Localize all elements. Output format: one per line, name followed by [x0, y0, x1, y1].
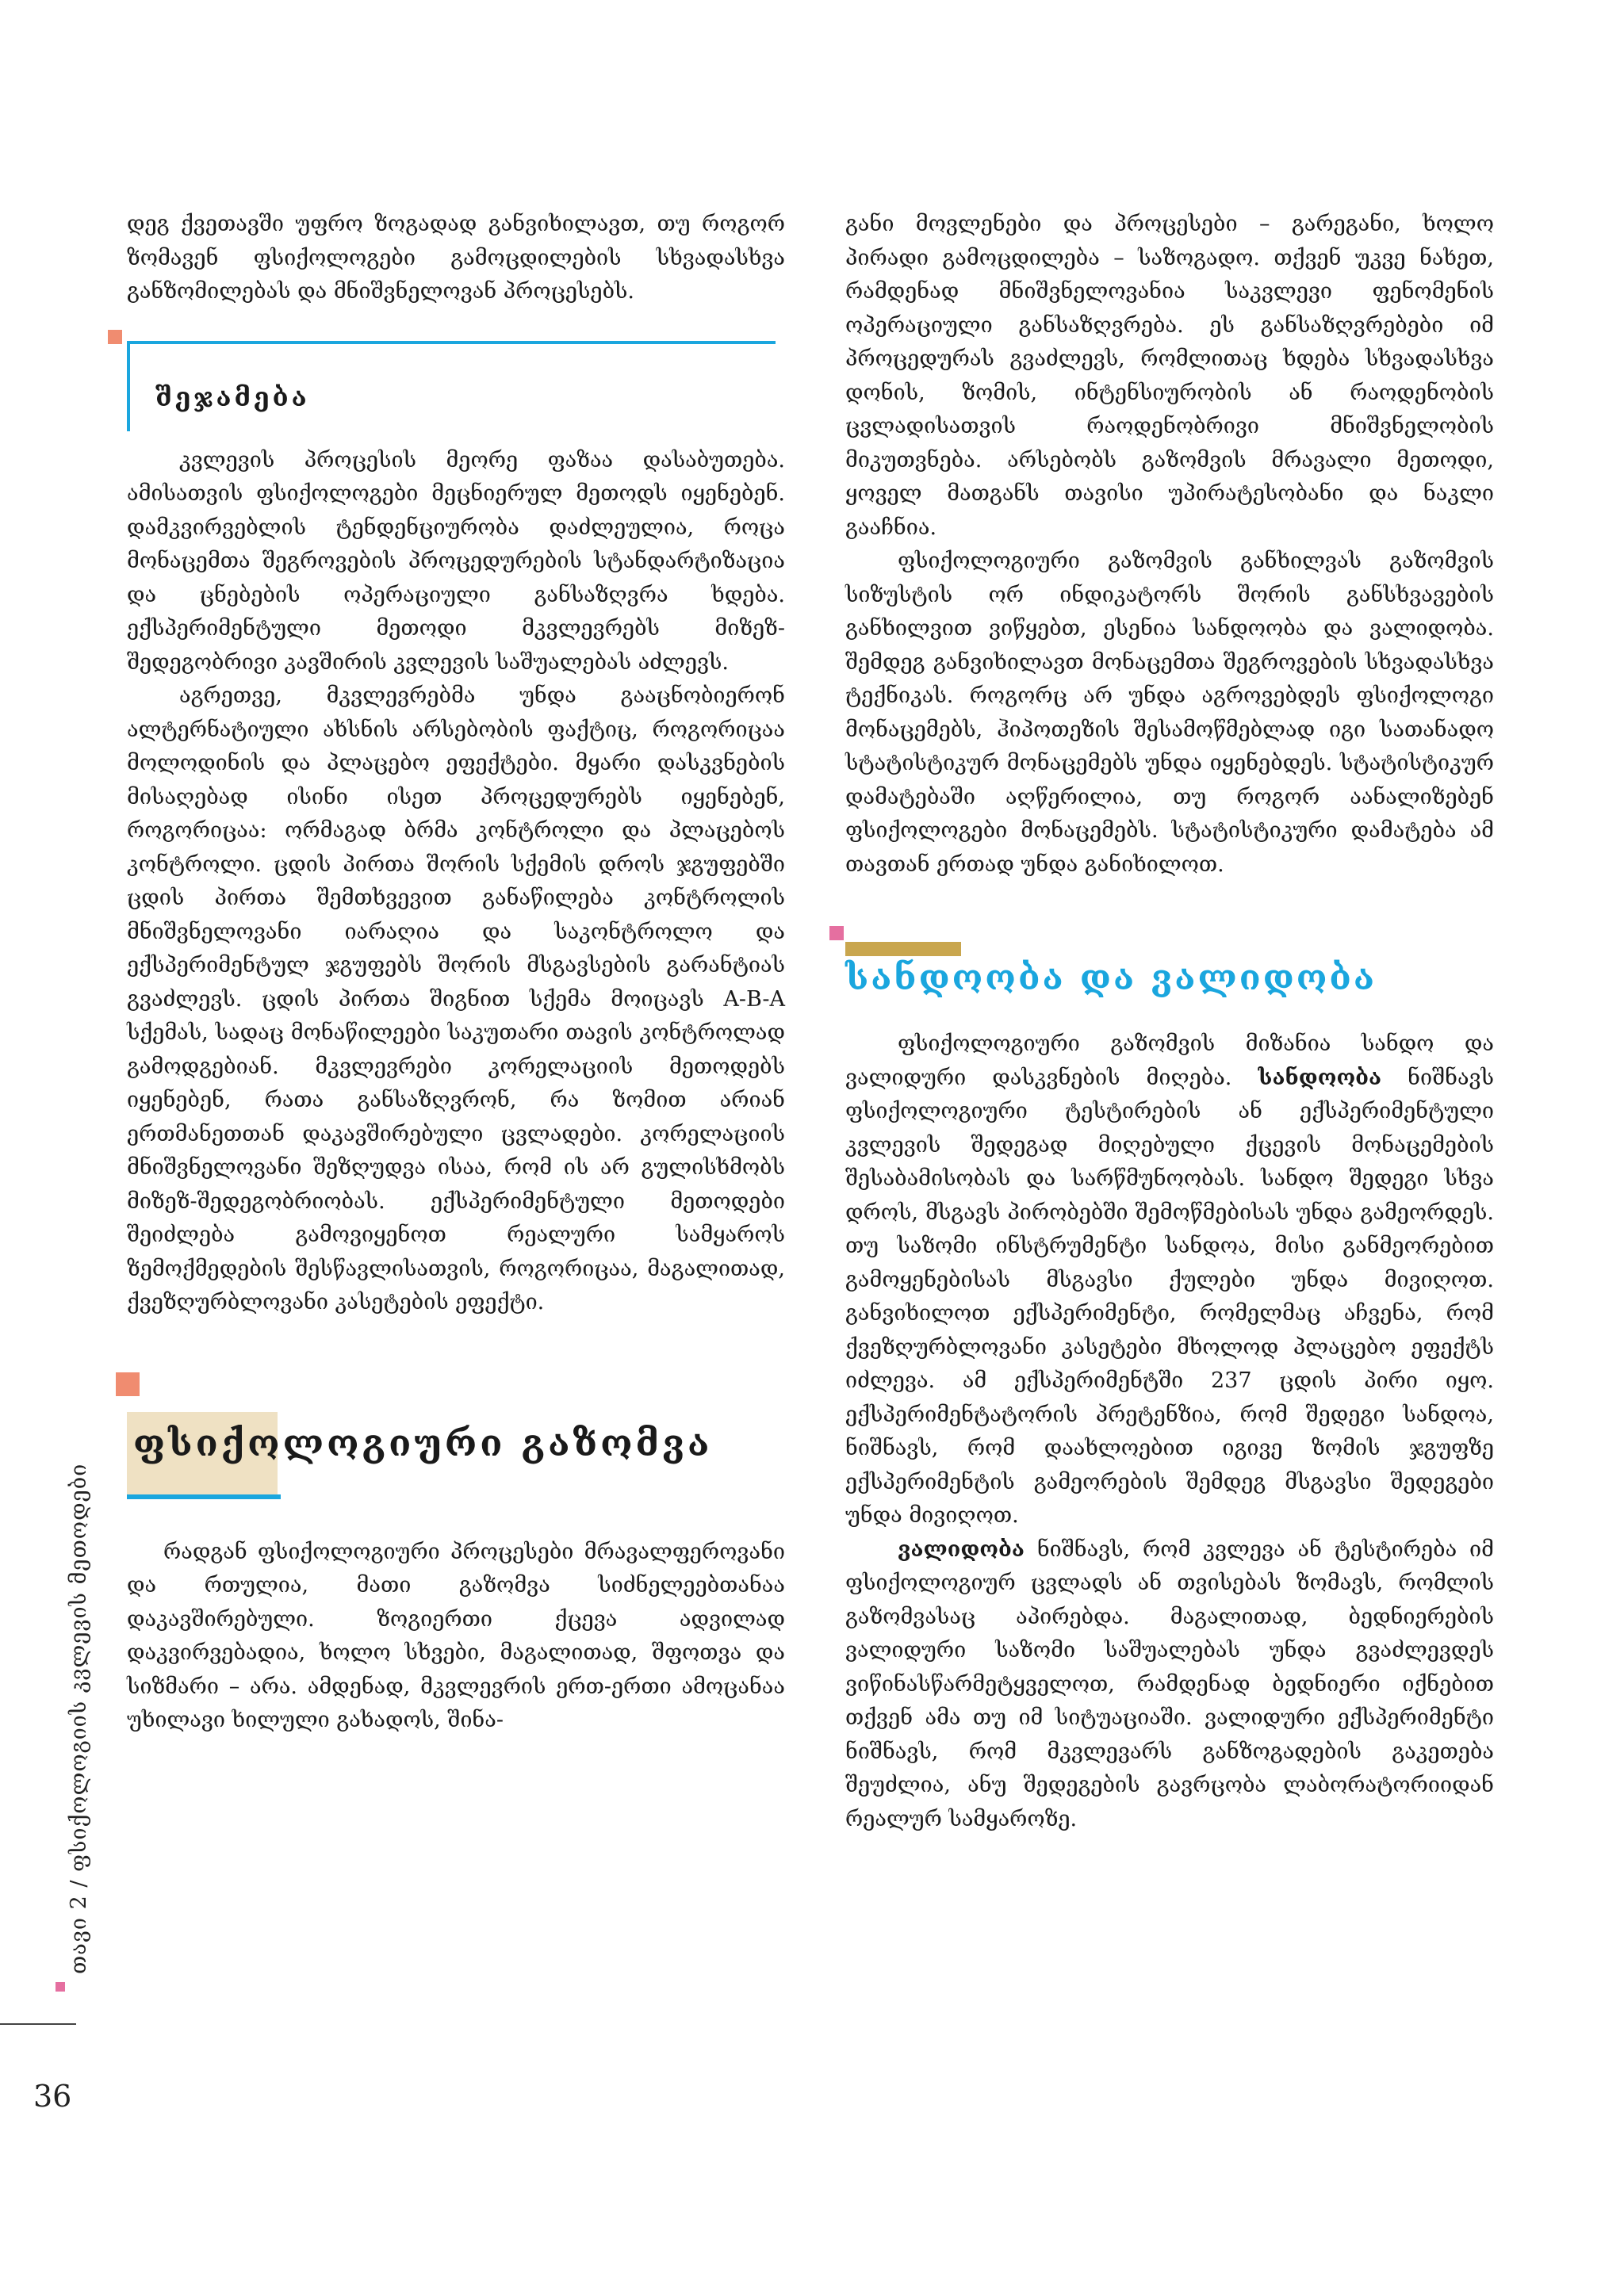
right-column: [845, 208, 1494, 1836]
section-title: სანდოობა და ვალიდობა: [845, 958, 1377, 998]
term-reliability: სანდოობა: [1258, 1065, 1382, 1090]
paragraph-text: ფსიქოლოგიური გაზომვის მიზანია სანდო და ვალიდური დასკვნების მიღება.: [845, 1031, 1494, 1090]
right-paragraph-2: ფსიქოლოგიური გაზომვის განხილვას გაზომვის სიზუსტის ორ ინდიკატორს შორის განსხვავების განხილვით ვიწყებთ, ესენია სანდოობა და ვალიდობა. შემდეგ განვიხილავთ მონაცემთა შეგროვების სხვადასხვა ტექნიკას. როგორც არ უნდა აგროვებდეს ფსიქოლოგი მონაცემებს, ჰიპოთეზის შესამოწმებლად იგი სათანადო სტატისტიკურ მონაცემებს უნდა იყენებდეს. სტატისტიკურ დამატებაში აღწერილია, თუ როგორ აანალიზებენ ფსიქოლოგები მონაცემებს. სტატისტიკური დამატება ამ თავთან ერთად უნდა განიხილოთ.: [845, 549, 1494, 877]
summary-side-rule: [127, 341, 130, 431]
heading-marker-square: [829, 926, 844, 940]
summary-heading: შეჯამება: [155, 381, 310, 412]
paragraph-text: ნიშნავს, რომ კვლევა ან ტესტირება იმ ფსიქოლოგიურ ცვლადს ან თვისებას ზომავს, რომლის გაზომვასაც აპირებდა. მაგალითად, ბედნიერების ვალიდური საზომი საშუალებას უნდა გვაძლევდეს ვიწინასწარმეტყველოთ, რამდენად ბედნიერი იქნებით თქვენ ამა თუ იმ სიტუაციაში. ვალიდური ექსპერიმენტი ნიშნავს, რომ მკვლევარს განზოგადების გაკეთება შეუძლია, ანუ შედეგების გავრცობა ლაბორატორიიდან რეალურ სამყაროზე.: [845, 1536, 1494, 1831]
section-heading-measurement: [127, 1372, 785, 1507]
summary-top-rule: [127, 341, 776, 344]
summary-box: [127, 341, 785, 444]
margin-rule: [0, 2023, 76, 2025]
paragraph-text: ნიშნავს ფსიქოლოგიური ტესტირების ან ექსპერიმენტული კვლევის შედეგად მიღებული ქცევის მონაცემების შესაბამისობას და სარწმუნოობას. სანდო შედეგი სხვა დროს, მსგავს პირობებში შემოწმებისას უნდა გამეორდეს. თუ საზომი ინსტრუმენტი სანდოა, მისი განმეორებით გამოყენებისას მსგავსი ქულები უნდა მივიღოთ. განვიხილოთ ექსპერიმენტი, რომელმაც აჩვენა, რომ ქვეზღურბლოვანი კასეტები მხოლოდ პლაცებო ეფექტს იძლევა. ამ ექსპერიმენტში 237 ცდის პირი იყო. ექსპერიმენტატორის პრეტენზია, რომ შედეგი სანდოა, ნიშნავს, რომ დაახლოებით იგივე ზომის ჯგუფზე ექსპერიმენტის გამეორების შემდეგ მსგავსი შედეგები უნდა მივიღოთ.: [845, 1065, 1494, 1528]
right-paragraph-1: განი მოვლენები და პროცესები – გარეგანი, ხოლო პირადი გამოცდილება – საზოგადო. თქვენ უკვე ნახეთ, რამდენად მნიშვნელოვანია საკვლევი ფენომენის ოპერაციული განსაზღვრება. ეს განსაზღვრებები იმ პროცედურას გვაძლევს, რომლითაც ხდება სხვადასხვა დონის, ზომის, ინტენსიურობის ან რაოდენობის ცვლადისათვის რაოდენობრივი მნიშვნელობის მიკუთვნება. არსებობს გაზომვის მრავალი მეთოდი, ყოველ მათგანს თავისი უპირატესობანი და ნაკლი გააჩნია.: [845, 212, 1494, 540]
intro-paragraph: დეგ ქვეთავში უფრო ზოგადად განვიხილავთ, თუ როგორ ზომავენ ფსიქოლოგები გამოცდილების სხვადასხვა განზომილებას და მნიშვნელოვან პროცესებს.: [127, 212, 785, 304]
heading-marker-square: [116, 1372, 140, 1396]
right-paragraph-4: [845, 1533, 1494, 1837]
term-validity: ვალიდობა: [898, 1536, 1025, 1562]
summary-paragraph-2: აგრეთვე, მკვლევრებმა უნდა გააცნობიერონ ალტერნატიული ახსნის არსებობის ფაქტიც, როგორიცაა მოლოდინის და პლაცებო ეფექტები. მყარი დასკვნების მისაღებად ისინი ისეთ პროცედურებს იყენებენ, როგორიცაა: ორმაგად ბრმა კონტროლი და პლაცებოს კონტროლი. ცდის პირთა შორის სქემის დროს ჯგუფებში ცდის პირთა შემთხვევით განაწილება კონტროლის მნიშვნელოვანი იარაღია და საკონტროლო და ექსპერიმენტულ ჯგუფებს შორის მსგავსების გარანტიას გვაძლევს. ცდის პირთა შიგნით სქემა მოიცავს A-B-A სქემას, სადაც მონაწილეები საკუთარი თავის კონტროლად გამოდგებიან. მკვლევრები კორელაციის მეთოდებს იყენებენ, რათა განსაზღვრონ, რა ზომით არიან ერთმანეთთან დაკავშირებული ცვლადები. კორელაციის მნიშვნელოვანი შეზღუდვა ისაა, რომ ის არ გულისხმობს მიზეზ-შედეგობრიობას. ექსპერიმენტული მეთოდები შეიძლება გამოვიყენოთ რეალური სამყაროს ზემოქმედების შესწავლისათვის, როგორიცაა, მაგალითად, ქვეზღურბლოვანი კასეტების ეფექტი.: [127, 683, 785, 1314]
margin-marker: [56, 1982, 65, 1992]
heading-bar: [845, 942, 961, 956]
measurement-paragraph: რადგან ფსიქოლოგიური პროცესები მრავალფეროვანი და რთულია, მათი გაზომვა სიძნელეებთანაა დაკავშირებული. ზოგიერთი ქცევა ადვილად დაკვირვებადია, ხოლო სხვები, მაგალითად, შფოთვა და სიზმარი – არა. ამდენად, მკვლევრის ერთ-ერთი ამოცანაა უხილავი ხილული გახადოს, შინა-: [127, 1539, 785, 1732]
left-column: [127, 208, 785, 1738]
page-number: 36: [33, 2079, 72, 2114]
section-heading-reliability-validity: [845, 926, 1494, 1027]
heading-underline: [127, 1494, 281, 1499]
running-title: თავი 2 / ფსიქოლოგიის კვლევის მეთოდები: [67, 1463, 91, 1974]
right-paragraph-3: [845, 1027, 1494, 1533]
summary-marker-square: [108, 330, 122, 344]
section-title: ფსიქოლოგიური გაზომვა: [133, 1421, 713, 1464]
summary-paragraph-1: კვლევის პროცესის მეორე ფაზაა დასაბუთება. ამისათვის ფსიქოლოგები მეცნიერულ მეთოდს იყენებენ. დამკვირვებლის ტენდენციურობა დაძლეულია, როცა მონაცემთა შეგროვების პროცედურების სტანდარტიზაცია და ცნებების ოპერაციული განსაზღვრა ხდება. ექსპერიმენტული მეთოდი მკვლევრებს მიზეზ-შედეგობრივი კავშირის კვლევის საშუალებას აძლევს.: [127, 447, 785, 675]
